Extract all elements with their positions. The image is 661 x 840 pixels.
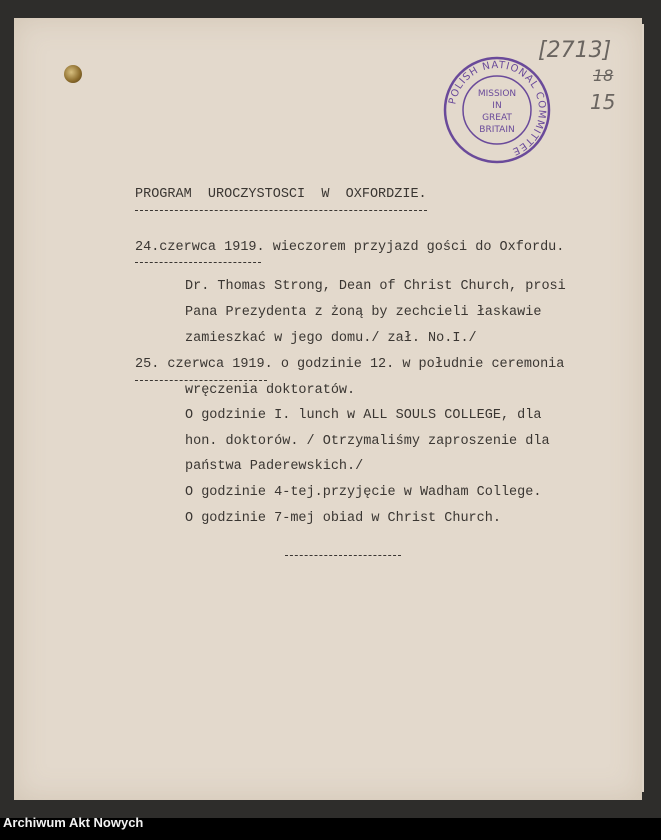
document-title: PROGRAM UROCZYSTOSCI W OXFORDZIE. xyxy=(135,187,427,202)
date-underline xyxy=(135,262,261,263)
stamp-seal xyxy=(443,56,551,164)
archive-caption: Archiwum Akt Nowych xyxy=(3,815,144,830)
archive-reference: [2713] xyxy=(538,38,612,63)
old-page-number: 18 xyxy=(593,66,614,85)
body-line: wręczenia doktoratów. xyxy=(185,383,356,398)
closing-rule xyxy=(285,555,401,556)
title-underline xyxy=(135,210,427,211)
stamp-line: BRITAIN xyxy=(479,125,515,135)
date-line: 24.czerwca 1919. wieczorem przyjazd gości do Oxfordu. xyxy=(135,240,565,255)
body-line: hon. doktorów. / Otrzymaliśmy zaproszenie dla xyxy=(185,434,550,449)
body-line: państwa Paderewskich./ xyxy=(185,459,364,474)
stamp-line: IN xyxy=(492,101,502,111)
stamp-line: MISSION xyxy=(477,89,517,99)
body-line: O godzinie 4-tej.przyjęcie w Wadham College. xyxy=(185,485,542,500)
body-line: Pana Prezydenta z żoną by zechcieli łaskawie xyxy=(185,305,542,320)
stamp-outer-text: POLISH NATIONAL COMMITTEE xyxy=(447,59,548,157)
stamp-line: GREAT xyxy=(482,113,512,123)
fastener-rivet xyxy=(64,65,82,83)
body-line: O godzinie 7-mej obiad w Christ Church. xyxy=(185,511,501,526)
date-line: 25. czerwca 1919. o godzinie 12. w południe ceremonia xyxy=(135,357,565,372)
body-line: Dr. Thomas Strong, Dean of Christ Church, prosi xyxy=(185,279,566,294)
page-number: 15 xyxy=(590,90,616,114)
body-line: zamieszkać w jego domu./ zał. No.I./ xyxy=(185,331,477,346)
date-underline xyxy=(135,380,267,381)
body-line: O godzinie I. lunch w ALL SOULS COLLEGE, dla xyxy=(185,408,542,423)
